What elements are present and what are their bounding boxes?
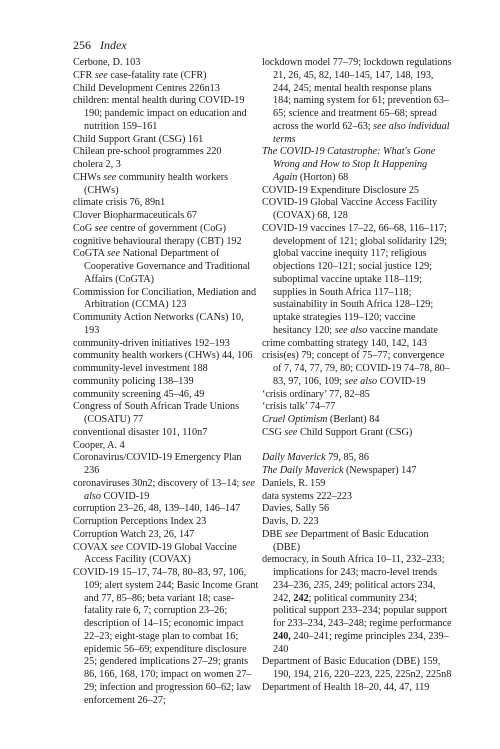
- index-entry: cognitive behavioural therapy (CBT) 192: [73, 235, 242, 247]
- index-entry: children: mental health during COVID-19 190; pandemic impact on education and nutrition 159–161: [73, 95, 247, 132]
- index-entry: Coronavirus/COVID-19 Emergency Plan 236: [73, 452, 242, 476]
- index-entry: Davies, Sally 56: [262, 503, 330, 515]
- running-header: [73, 38, 127, 53]
- index-entry: coronaviruses 30n2; discovery of 13–14; see also COVID-19: [73, 477, 255, 502]
- index-entry: Daily Maverick 79, 85, 86: [262, 452, 369, 464]
- index-entry: cholera 2, 3: [73, 159, 121, 170]
- index-entry: The Daily Maverick (Newspaper) 147: [262, 465, 417, 476]
- index-entry: crime combatting strategy 140, 142, 143: [262, 337, 427, 349]
- index-entry: Department of Basic Education (DBE) 159, 190, 194, 216, 220–223, 225, 225n2, 225n8: [262, 656, 452, 680]
- index-entry: crisis(es) 79; concept of 75–77; convergence of 7, 74, 77, 79, 80; COVID-19 74–78, 80–83, 97, 106, 109; see also COVID-19: [262, 350, 450, 387]
- index-entry: Congress of South African Trade Unions (COSATU) 77: [73, 401, 240, 425]
- index-entry: Cooper, A. 4: [73, 439, 125, 451]
- index-entry: CoGTA see National Department of Cooperative Governance and Traditional Affairs (CoGTA): [73, 248, 251, 285]
- index-entry: data systems 222–223: [262, 490, 352, 502]
- index-entry: climate crisis 76, 89n1: [73, 197, 166, 209]
- index-entry: CoG see centre of government (CoG): [73, 222, 227, 234]
- index-column-left: [73, 57, 259, 707]
- index-entry: ‘crisis ordinary’ 77, 82–85: [262, 388, 370, 400]
- index-entry: community policing 138–139: [73, 375, 194, 387]
- index-entry: Chilean pre-school programmes 220: [73, 146, 222, 158]
- index-entry: community-level investment 188: [73, 363, 208, 374]
- index-entry: The COVID-19 Catastrophe: What's Gone Wrong and How to Stop It Happening Again (Horton) 68: [262, 146, 436, 183]
- index-entry: CFR see case-fatality rate (CFR): [73, 69, 207, 81]
- index-entry: community-driven initiatives 192–193: [73, 337, 230, 349]
- index-entry: Davis, D. 223: [262, 516, 319, 527]
- index-entry: Daniels, R. 159: [262, 477, 326, 489]
- index-entry: conventional disaster 101, 110n7: [73, 426, 208, 438]
- index-entry: democracy, in South Africa 10–11, 232–233; implications for 243; macro-level trends 234–236, 235, 249; political actors 234, 242, 242; political community 234; political support 233–234; popular support for 233–234, 243–248; regime performance 240, 240–241; regime principles 234, 239–240: [262, 554, 452, 655]
- page-number: 256: [73, 38, 91, 52]
- index-entry: Corruption Watch 23, 26, 147: [73, 528, 195, 540]
- index-entry: Community Action Networks (CANs) 10, 193: [73, 312, 244, 336]
- index-entry: CSG see Child Support Grant (CSG): [262, 426, 413, 438]
- index-entry: COVID-19 vaccines 17–22, 66–68, 116–117; development of 121; global solidarity 129; global vaccine inequity 117; religious objections 120–121; social justice 129; suboptimal vaccine uptake 118–119; supplies in South Africa 117–118; sustainability in South Africa 128–129; uptake strategies 119–120; vaccine hesitancy 120; see also vaccine mandate: [262, 222, 448, 336]
- index-entry: corruption 23–26, 48, 139–140, 146–147: [73, 503, 241, 515]
- index-entry: Commission for Conciliation, Mediation and Arbitration (CCMA) 123: [73, 286, 257, 311]
- index-entry: Department of Health 18–20, 44, 47, 119: [262, 681, 430, 693]
- index-entry: lockdown model 77–79; lockdown regulations 21, 26, 45, 82, 140–145, 147, 148, 193, 244, 245; mental health response plans 184; naming system for 61; prevention 63–65; science and treatment 65–68; spread across the world 62–63; see also individual terms: [262, 57, 452, 145]
- index-entry: Cruel Optimism (Berlant) 84: [262, 414, 380, 425]
- index-entry: COVAX see COVID-19 Global Vaccine Access Facility (COVAX): [73, 541, 237, 566]
- index-entry: COVID-19 15–17, 74–78, 80–83, 97, 106, 109; alert system 244; Basic Income Grant and 77, 85–86; beta variant 18; case-fatality rate 6, 7; corruption 23–26; description of 14–15; economic impact 22–23; eight-stage plan to combat 16; epidemic 56–69; expenditure disclosure 25; gendered implications 27–29; grants 86, 166, 168, 170; impact on women 27–29; infection and progression 60–62; law enforcement 26–27;: [73, 567, 259, 706]
- index-entry: CHWs see community health workers (CHWs): [73, 171, 229, 196]
- index-entry: Cerbone, D. 103: [73, 57, 141, 68]
- index-entry: community screening 45–46, 49: [73, 388, 205, 400]
- index-entry: Corruption Perceptions Index 23: [73, 516, 207, 527]
- index-entry: ‘crisis talk’ 74–77: [262, 401, 336, 413]
- index-entry: COVID-19 Global Vaccine Access Facility (COVAX) 68, 128: [262, 197, 438, 221]
- index-entry: Child Support Grant (CSG) 161: [73, 133, 204, 145]
- section-title: Index: [100, 38, 127, 52]
- index-column-right: [262, 57, 452, 695]
- index-entry: Clover Biopharmaceuticals 67: [73, 210, 197, 221]
- index-entry: community health workers (CHWs) 44, 106: [73, 350, 253, 362]
- index-entry: COVID-19 Expenditure Disclosure 25: [262, 184, 420, 196]
- index-entry: DBE see Department of Basic Education (DBE): [262, 528, 429, 553]
- index-entry: Child Development Centres 226n13: [73, 82, 220, 94]
